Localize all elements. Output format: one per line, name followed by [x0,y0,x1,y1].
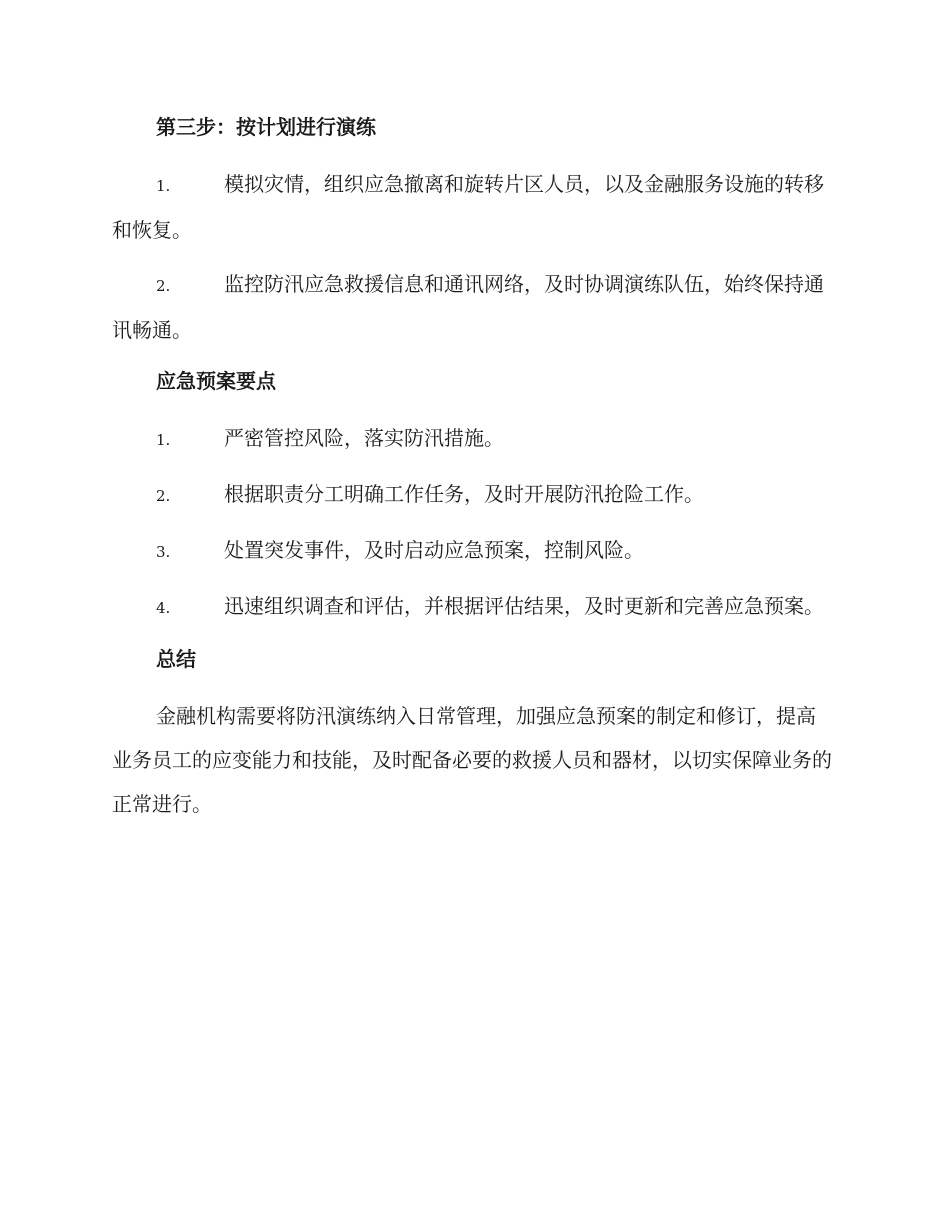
list-item [112,472,834,518]
list-item [112,584,834,630]
list-item-text: 严密管控风险，落实防汛措施。 [224,426,504,450]
document-page [112,108,834,836]
section-heading-summary: 总结 [156,647,196,671]
list-item-text: 处置突发事件，及时启动应急预案，控制风险。 [224,538,644,562]
list-item [112,416,834,462]
list-number: 3. [156,543,171,561]
list-number: 1. [156,177,171,195]
list-number: 1. [156,431,171,449]
list-number: 4. [156,599,171,617]
section-heading-step3: 第三步：按计划进行演练 [156,115,376,139]
summary-paragraph: 金融机构需要将防汛演练纳入日常管理，加强应急预案的制定和修订，提高业务员工的应变能力和技能，及时配备必要的救援人员和器材，以切实保障业务的正常进行。 [112,704,832,816]
list-item-text: 根据职责分工明确工作任务，及时开展防汛抢险工作。 [224,482,704,506]
list-number: 2. [156,487,171,505]
list-item [112,528,834,574]
list-item-text: 模拟灾情，组织应急撤离和旋转片区人员，以及金融服务设施的转移和恢复。 [112,172,824,242]
list-item [112,262,834,352]
list-number: 2. [156,277,171,295]
section-heading-key-points: 应急预案要点 [156,369,276,393]
list-item-text: 监控防汛应急救援信息和通讯网络，及时协调演练队伍，始终保持通讯畅通。 [112,272,824,342]
list-item [112,162,834,252]
list-item-text: 迅速组织调查和评估，并根据评估结果，及时更新和完善应急预案。 [224,594,824,618]
